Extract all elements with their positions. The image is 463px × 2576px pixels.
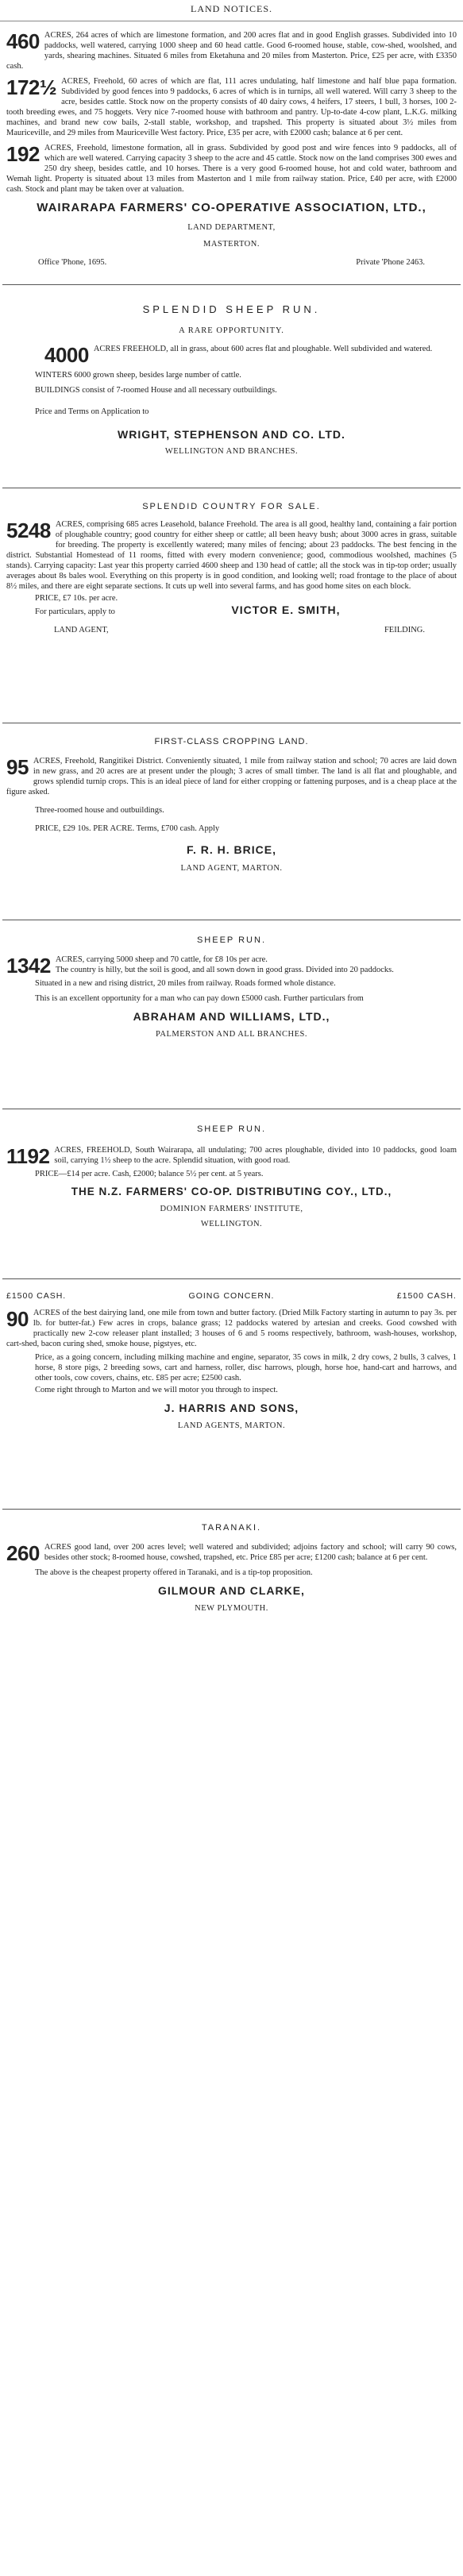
agent-town: WELLINGTON AND BRANCHES. <box>164 447 299 457</box>
listing-text: ACRES good land, over 200 acres level; well watered and subdivided; adjoins factory and school; will carry 90 cows, besides other stock; 8-roomed house, cowshed, trapshed, etc. Price £85 per acre; £1200 cash; balance at 6 per cent. <box>44 1542 457 1562</box>
listing <box>6 1542 457 1564</box>
agent-town: MASTERTON. <box>203 239 260 249</box>
acreage-number: 95 <box>6 755 29 779</box>
listing <box>6 1308 457 1349</box>
listing-text: ACRES of the best dairying land, one mile from town and butter factory. (Dried Milk Factory starting in autumn to pay 3s. per lb. for butter-fat.) Few acres in crops, balance grass; 12 paddocks watered by artesian and creeks. Good cowshed with practically new 2-cow releaser plant installed; 3 houses of 6 and 5 rooms respectively, bathroom, wash-houses, workshop, cart-shed, bacon curing shed, smoke house, pigstyes, etc. <box>6 1309 457 1349</box>
listing-text: ACRES, Freehold, limestone formation, all in grass. Subdivided by good post and wire fences into 9 paddocks, all of which are well watered. Carrying capacity 3 sheep to the acre and 45 cattle. Stock now on the land comprises 300 ewes and 250 dry sheep, besides cattle, and 10 horses. There is a very good 6-roomed house, hot and cold water, bathroom and Wemah light. Property is situated about 13 miles from Masterton and 1 mile from railway station. Price, £40 per acre, with £2000 cash. Stock and plant may be taken over at valuation. <box>6 144 457 195</box>
agent-name: ABRAHAM AND WILLIAMS, LTD., <box>133 1010 330 1024</box>
listing-text: Price, as a going concern, including milking machine and engine, separator, 35 cows in milk, 2 dry cows, 2 bulls, 3 calves, 1 horse, 8 store pigs, 2 breeding sows, cart and harness, roller, disc harrows, plough, horse hoe, hand-cart and harrows, and other tools, cow covers, chains, etc. £85 per acre; £2500 cash. <box>35 1353 457 1383</box>
agent-town: FEILDING. <box>384 626 425 635</box>
agent-dept: DOMINION FARMERS' INSTITUTE, <box>160 1205 303 1214</box>
phone-row <box>6 257 457 268</box>
listing-text: ACRES, 264 acres of which are limestone formation, and 200 acres flat and in good English grasses. Subdivided into 10 paddocks, well watered, carrying 1000 sheep and 60 head cattle. Good 6-roomed house, stable, cow-shed, woolshed, and yards, shearing machines. Situated 6 miles from Eketahuna and 20 miles from Masterton. Price, £25 per acre, with £3350 cash. <box>6 31 457 71</box>
advertisement-taranaki <box>6 1523 457 1614</box>
cash-label: £1500 CASH. <box>396 1291 457 1301</box>
ad-heading: FIRST-CLASS CROPPING LAND. <box>154 737 309 746</box>
listing <box>6 76 457 138</box>
listing <box>6 1145 457 1167</box>
price-text: PRICE, £7 10s. per acre. <box>35 593 118 603</box>
ad-subheading: A RARE OPPORTUNITY. <box>179 326 284 336</box>
ad-heading: GOING CONCERN. <box>188 1291 275 1301</box>
agent-name: J. HARRIS AND SONS, <box>164 1402 299 1415</box>
listing-text: The above is the cheapest property offered in Taranaki, and is a tip-top proposition. <box>35 1568 313 1578</box>
acreage-number: 460 <box>6 30 40 53</box>
particulars-row <box>6 604 457 617</box>
acreage-number: 192 <box>6 143 40 167</box>
advertisement-going-concern <box>6 1291 457 1431</box>
acreage-number: 5248 <box>6 519 51 542</box>
agent-name: THE N.Z. FARMERS' CO-OP. DISTRIBUTING COY., LTD., <box>71 1186 392 1198</box>
advertisement-wairarapa <box>6 30 457 268</box>
advertisement-splendid-country <box>6 502 457 635</box>
acreage-number: 90 <box>6 1308 29 1332</box>
ad-heading: SPLENDID SHEEP RUN. <box>142 303 321 315</box>
agent-name: GILMOUR AND CLARKE, <box>158 1584 305 1598</box>
agent-name: WAIRARAPA FARMERS' CO-OPERATIVE ASSOCIATION, LTD., <box>37 201 426 215</box>
listing <box>6 344 457 365</box>
particulars-text: For particulars, apply to <box>35 607 115 616</box>
ad-heading: SHEEP RUN. <box>196 935 267 945</box>
listing-text: ACRES, carrying 5000 sheep and 70 cattle, for £8 10s per acre. <box>55 954 268 964</box>
agent-town: LAND AGENTS, MARTON. <box>177 1421 286 1430</box>
agent-town: WELLINGTON. <box>200 1220 263 1229</box>
agent-town: PALMERSTON AND ALL BRANCHES. <box>156 1029 307 1039</box>
agent-town: NEW PLYMOUTH. <box>195 1603 268 1613</box>
acreage-number: 172½ <box>6 76 57 100</box>
agent-name: WRIGHT, STEPHENSON AND CO. LTD. <box>118 427 345 441</box>
listing-text: Come right through to Marton and we will motor you through to inspect. <box>35 1386 278 1395</box>
agent-row <box>6 625 457 635</box>
agent-town: LAND AGENT, MARTON. <box>180 864 283 873</box>
price-text: PRICE, £29 10s. PER ACRE. Terms, £700 cash. Apply <box>35 823 220 833</box>
listing-text: Three-roomed house and outbuildings. <box>35 805 164 815</box>
listing-text: ACRES FREEHOLD, all in grass, about 600 acres flat and ploughable. Well subdivided and watered. <box>93 345 433 354</box>
listing-text: ACRES, comprising 685 acres Leasehold, balance Freehold. The area is all good, healthy land, containing a fair portion of ploughable country; good country for either sheep or cattle; all been heavy bush; about 3000 acres in grass, suitable for breeding. The property is excellently watered; many miles of fencing; about 23 paddocks. The best fencing in the district. Substantial Homestead of 11 rooms, fitted with every modern convenience; good, commodious woolshed, machines (5 stands). Carrying capacity: Last year this property carried 4600 sheep and 130 head of cattle; all the stock was in tip-top order; usually averages about 8s bales wool. Everything on this property is in good condition, and looking well; road frontage to the place of about 8½ miles, and there are eight separate sections. It cuts up well into several farms, and has good home sites on each block. <box>6 519 457 591</box>
private-phone: Private 'Phone 2463. <box>356 257 425 267</box>
agent-dept: LAND DEPARTMENT, <box>187 222 276 232</box>
advertisement-cropping-land <box>6 737 457 873</box>
agent-name: F. R. H. BRICE, <box>186 843 276 856</box>
advertisement-sheep-run-3 <box>6 1124 457 1229</box>
listing-text: Price and Terms on Application to <box>35 407 149 416</box>
ad-heading-row <box>6 1291 457 1301</box>
acreage-number: 1342 <box>6 954 51 976</box>
listing-text: ACRES, Freehold, 60 acres of which are flat, 111 acres undulating, half limestone and half blue papa formation. Subdivided by good fences into 9 paddocks, 6 acres of which is in turnips, all well watered. Will carry 3 sheep to the acre, besides cattle. Stock now on the property consists of 40 dairy cows, 4 heifers, 17 steers, 1 bull, 3 horses, 100 2-tooth breeding ewes, and 75 hoggets. Very nice 7-roomed house with bathroom and pantry. Up-to-date 4-cow plant, L.K.G. milking machines, and brand new cow bails, 2-stall stable, workshop, and trapshed. This property is situated about 3½ miles from Mauriceville, and 29 miles from Mauriceville West factory. Price, £35 per acre, with £2000 cash; balance at 6 per cent. <box>6 77 457 138</box>
agent-name: VICTOR E. SMITH, <box>231 603 341 616</box>
listing-text: WINTERS 6000 grown sheep, besides large number of cattle. <box>35 370 241 380</box>
price-text: PRICE—£14 per acre. Cash, £2000; balance 5½ per cent. at 5 years. <box>35 1170 264 1179</box>
listing-text: ACRES, Freehold, Rangitikei District. Conveniently situated, 1 mile from railway station and school; 70 acres are laid down in new grass, and 20 acres are at present under the plough; 3 acres of small timber. The land is all flat and ploughable, and grows splendid turnip crops. This is an ideal piece of land for either cropping or fattening purposes, and is a cheap place at the figure asked. <box>6 756 457 796</box>
listing <box>6 519 457 592</box>
listing-text: The country is hilly, but the soil is good, and all sown down in good grass. Divided into 20 paddocks. <box>55 965 394 974</box>
advertisement-sheep-run <box>6 303 457 457</box>
acreage-number: 4000 <box>44 344 89 365</box>
advertisement-sheep-run-2 <box>6 935 457 1039</box>
listing-text: This is an excellent opportunity for a man who can pay down £5000 cash. Further particulars from <box>35 994 364 1004</box>
divider <box>2 1509 461 1510</box>
listing <box>6 756 457 797</box>
ad-heading: TARANAKI. <box>201 1523 262 1533</box>
ad-heading: SPLENDID COUNTRY FOR SALE. <box>142 502 321 511</box>
divider <box>2 1278 461 1279</box>
listing-text: BUILDINGS consist of 7-roomed House and all necessary outbuildings. <box>35 385 277 395</box>
acreage-number: 260 <box>6 1541 40 1564</box>
listing <box>6 143 457 195</box>
listing <box>6 30 457 71</box>
agent-role: LAND AGENT, <box>54 626 109 635</box>
listing <box>6 954 457 976</box>
acreage-number: 1192 <box>6 1144 50 1167</box>
office-phone: Office 'Phone, 1695. <box>38 257 107 267</box>
cash-label: £1500 CASH. <box>6 1291 67 1301</box>
listing-text: Situated in a new and rising district, 20 miles from railway. Roads formed whole distance. <box>35 979 336 989</box>
divider <box>2 284 461 285</box>
page-title: LAND NOTICES. <box>0 0 463 21</box>
ad-heading: SHEEP RUN. <box>196 1124 267 1134</box>
listing-text: ACRES, FREEHOLD, South Wairarapa, all undulating; 700 acres ploughable, divided into 10 paddocks, good loam soil, carrying 1½ sheep to the acre. Splendid situation, with good road. <box>54 1145 457 1165</box>
